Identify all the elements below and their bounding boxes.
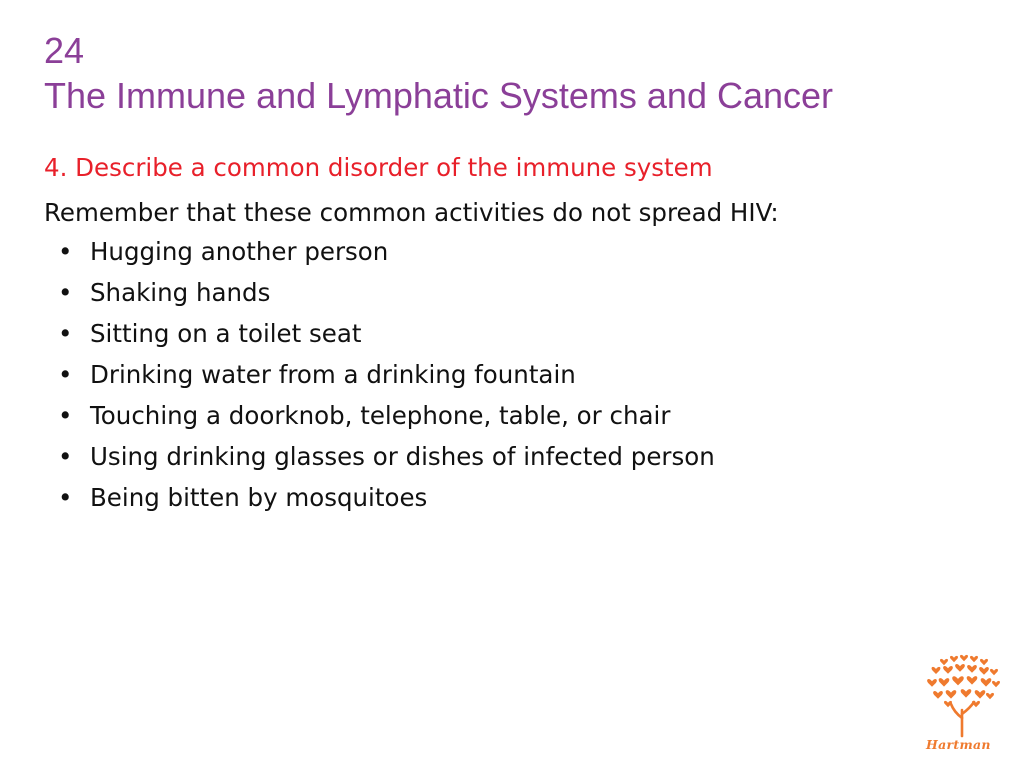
chapter-title: The Immune and Lymphatic Systems and Cancer bbox=[44, 75, 834, 116]
bullet-list bbox=[58, 234, 715, 521]
list-item bbox=[58, 398, 715, 439]
bullet-icon: • bbox=[58, 319, 73, 348]
list-item-text: Drinking water from a drinking fountain bbox=[90, 360, 576, 389]
list-item bbox=[58, 234, 715, 275]
bullet-icon: • bbox=[58, 401, 73, 430]
bullet-icon: • bbox=[58, 237, 73, 266]
bullet-icon: • bbox=[58, 360, 73, 389]
intro-text: Remember that these common activities do not spread HIV: bbox=[44, 198, 779, 227]
chapter-number: 24 bbox=[44, 30, 85, 71]
objective-subtitle: 4. Describe a common disorder of the immune system bbox=[44, 153, 713, 182]
list-item-text: Sitting on a toilet seat bbox=[90, 319, 362, 348]
list-item-text: Shaking hands bbox=[90, 278, 271, 307]
list-item-text: Using drinking glasses or dishes of infected person bbox=[90, 442, 715, 471]
list-item bbox=[58, 480, 715, 521]
bullet-icon: • bbox=[58, 278, 73, 307]
list-item-text: Hugging another person bbox=[90, 237, 389, 266]
list-item bbox=[58, 439, 715, 480]
slide-title bbox=[44, 28, 833, 118]
bullet-icon: • bbox=[58, 483, 73, 512]
list-item-text: Touching a doorknob, telephone, table, or chair bbox=[90, 401, 671, 430]
list-item bbox=[58, 275, 715, 316]
hartman-logo-text: Hartman bbox=[926, 737, 991, 752]
list-item-text: Being bitten by mosquitoes bbox=[90, 483, 428, 512]
bullet-icon: • bbox=[58, 442, 73, 471]
list-item bbox=[58, 357, 715, 398]
list-item bbox=[58, 316, 715, 357]
